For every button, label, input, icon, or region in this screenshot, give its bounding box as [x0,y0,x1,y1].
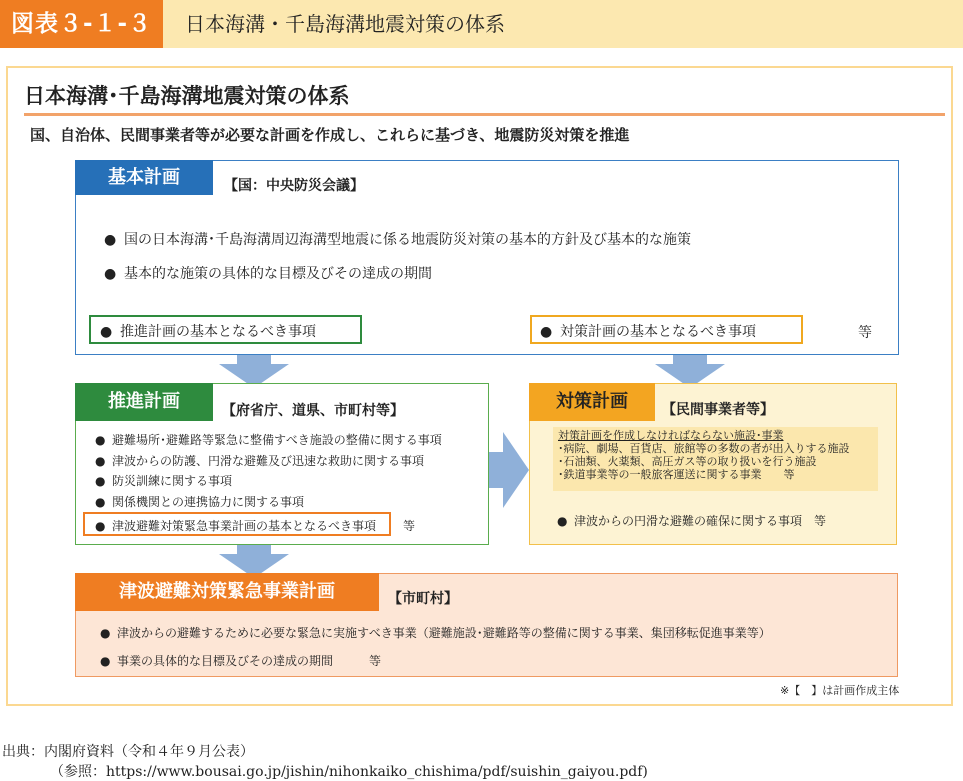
bullet-icon: ● [100,654,111,668]
bullet-icon: ● [557,514,568,528]
bullet-icon: ● [95,519,106,533]
promotion-basis-item: ● 推進計画の基本となるべき事項 [100,324,316,340]
countermeasure-facility-item: ･鉄道事業等の一般旅客運送に関する事業 等 [558,468,795,481]
owner-legend-note: ※【 】は計画作成主体 [780,684,900,697]
bullet-icon: ● [95,474,106,488]
bullet-icon: ● [104,266,117,282]
diagram-title: 日本海溝･千島海溝地震対策の体系 [24,84,350,108]
basic-plan-etc: 等 [858,325,872,341]
bullet-icon: ● [100,324,113,340]
bullet-icon: ● [95,454,106,468]
bullet-icon: ● [95,433,106,447]
tsunami-basis-item: ● 津波避難対策緊急事業計画の基本となるべき事項 [95,519,377,533]
countermeasure-plan-owner: 【民間事業者等】 [662,402,774,418]
countermeasure-basis-item: ● 対策計画の基本となるべき事項 [540,324,756,340]
tsunami-plan-label: 津波避難対策緊急事業計画 [75,573,379,611]
basic-plan-item: ● 国の日本海溝･千島海溝周辺海溝型地震に係る地震防災対策の基本的方針及び基本的な施策 [104,232,691,248]
countermeasure-facility-item: ･病院、劇場、百貨店、旅館等の多数の者が出入りする施設 [558,442,850,455]
promotion-plan-item: ● 津波からの防護、円滑な避難及び迅速な救助に関する事項 [95,454,425,468]
countermeasure-plan-label: 対策計画 [529,383,655,421]
promotion-plan-owner: 【府省庁、道県、市町村等】 [222,403,404,419]
bullet-icon: ● [95,495,106,509]
diagram-subtitle: 国、自治体、民間事業者等が必要な計画を作成し、これらに基づき、地震防災対策を推進 [30,126,630,144]
source-reference-url: （参照：https://www.bousai.go.jp/jishin/nihonkaiko_chishima/pdf/suishin_gaiyou.pdf) [50,764,648,780]
arrow-promotion-to-countermeasure-icon [489,432,529,508]
bullet-icon: ● [540,324,553,340]
basic-plan-owner: 【国：中央防災会議】 [224,178,364,194]
source-citation: 出典：内閣府資料（令和４年９月公表） [2,744,254,760]
promotion-plan-label: 推進計画 [75,383,213,421]
promotion-plan-item: ● 防災訓練に関する事項 [95,474,233,488]
promotion-plan-etc: 等 [403,519,416,533]
countermeasure-facility-item: ･石油類、火薬類、高圧ガス等の取り扱いを行う施設 [558,455,817,468]
promotion-plan-item: ● 避難場所･避難路等緊急に整備すべき施設の整備に関する事項 [95,433,442,447]
bullet-icon: ● [100,626,111,640]
title-divider [24,113,945,116]
tsunami-plan-item: ● 津波からの避難するために必要な緊急に実施すべき事業（避難施設･避難路等の整備に関する事業、集団移転促進事業等） [100,626,771,640]
basic-plan-label: 基本計画 [75,160,213,195]
countermeasure-plan-item: ● 津波からの円滑な避難の確保に関する事項 等 [557,514,827,528]
tsunami-plan-item: ● 事業の具体的な目標及びその達成の期間 等 [100,654,382,668]
countermeasure-facilities-heading: 対策計画を作成しなければならない施設･事業 [558,429,784,442]
tsunami-plan-owner: 【市町村】 [388,591,458,607]
figure-title: 日本海溝・千島海溝地震対策の体系 [185,12,505,36]
basic-plan-item: ● 基本的な施策の具体的な目標及びその達成の期間 [104,266,432,282]
figure-number-badge: 図表３-１-３ [0,0,163,48]
promotion-plan-item: ● 関係機関との連携協力に関する事項 [95,495,305,509]
bullet-icon: ● [104,232,117,248]
